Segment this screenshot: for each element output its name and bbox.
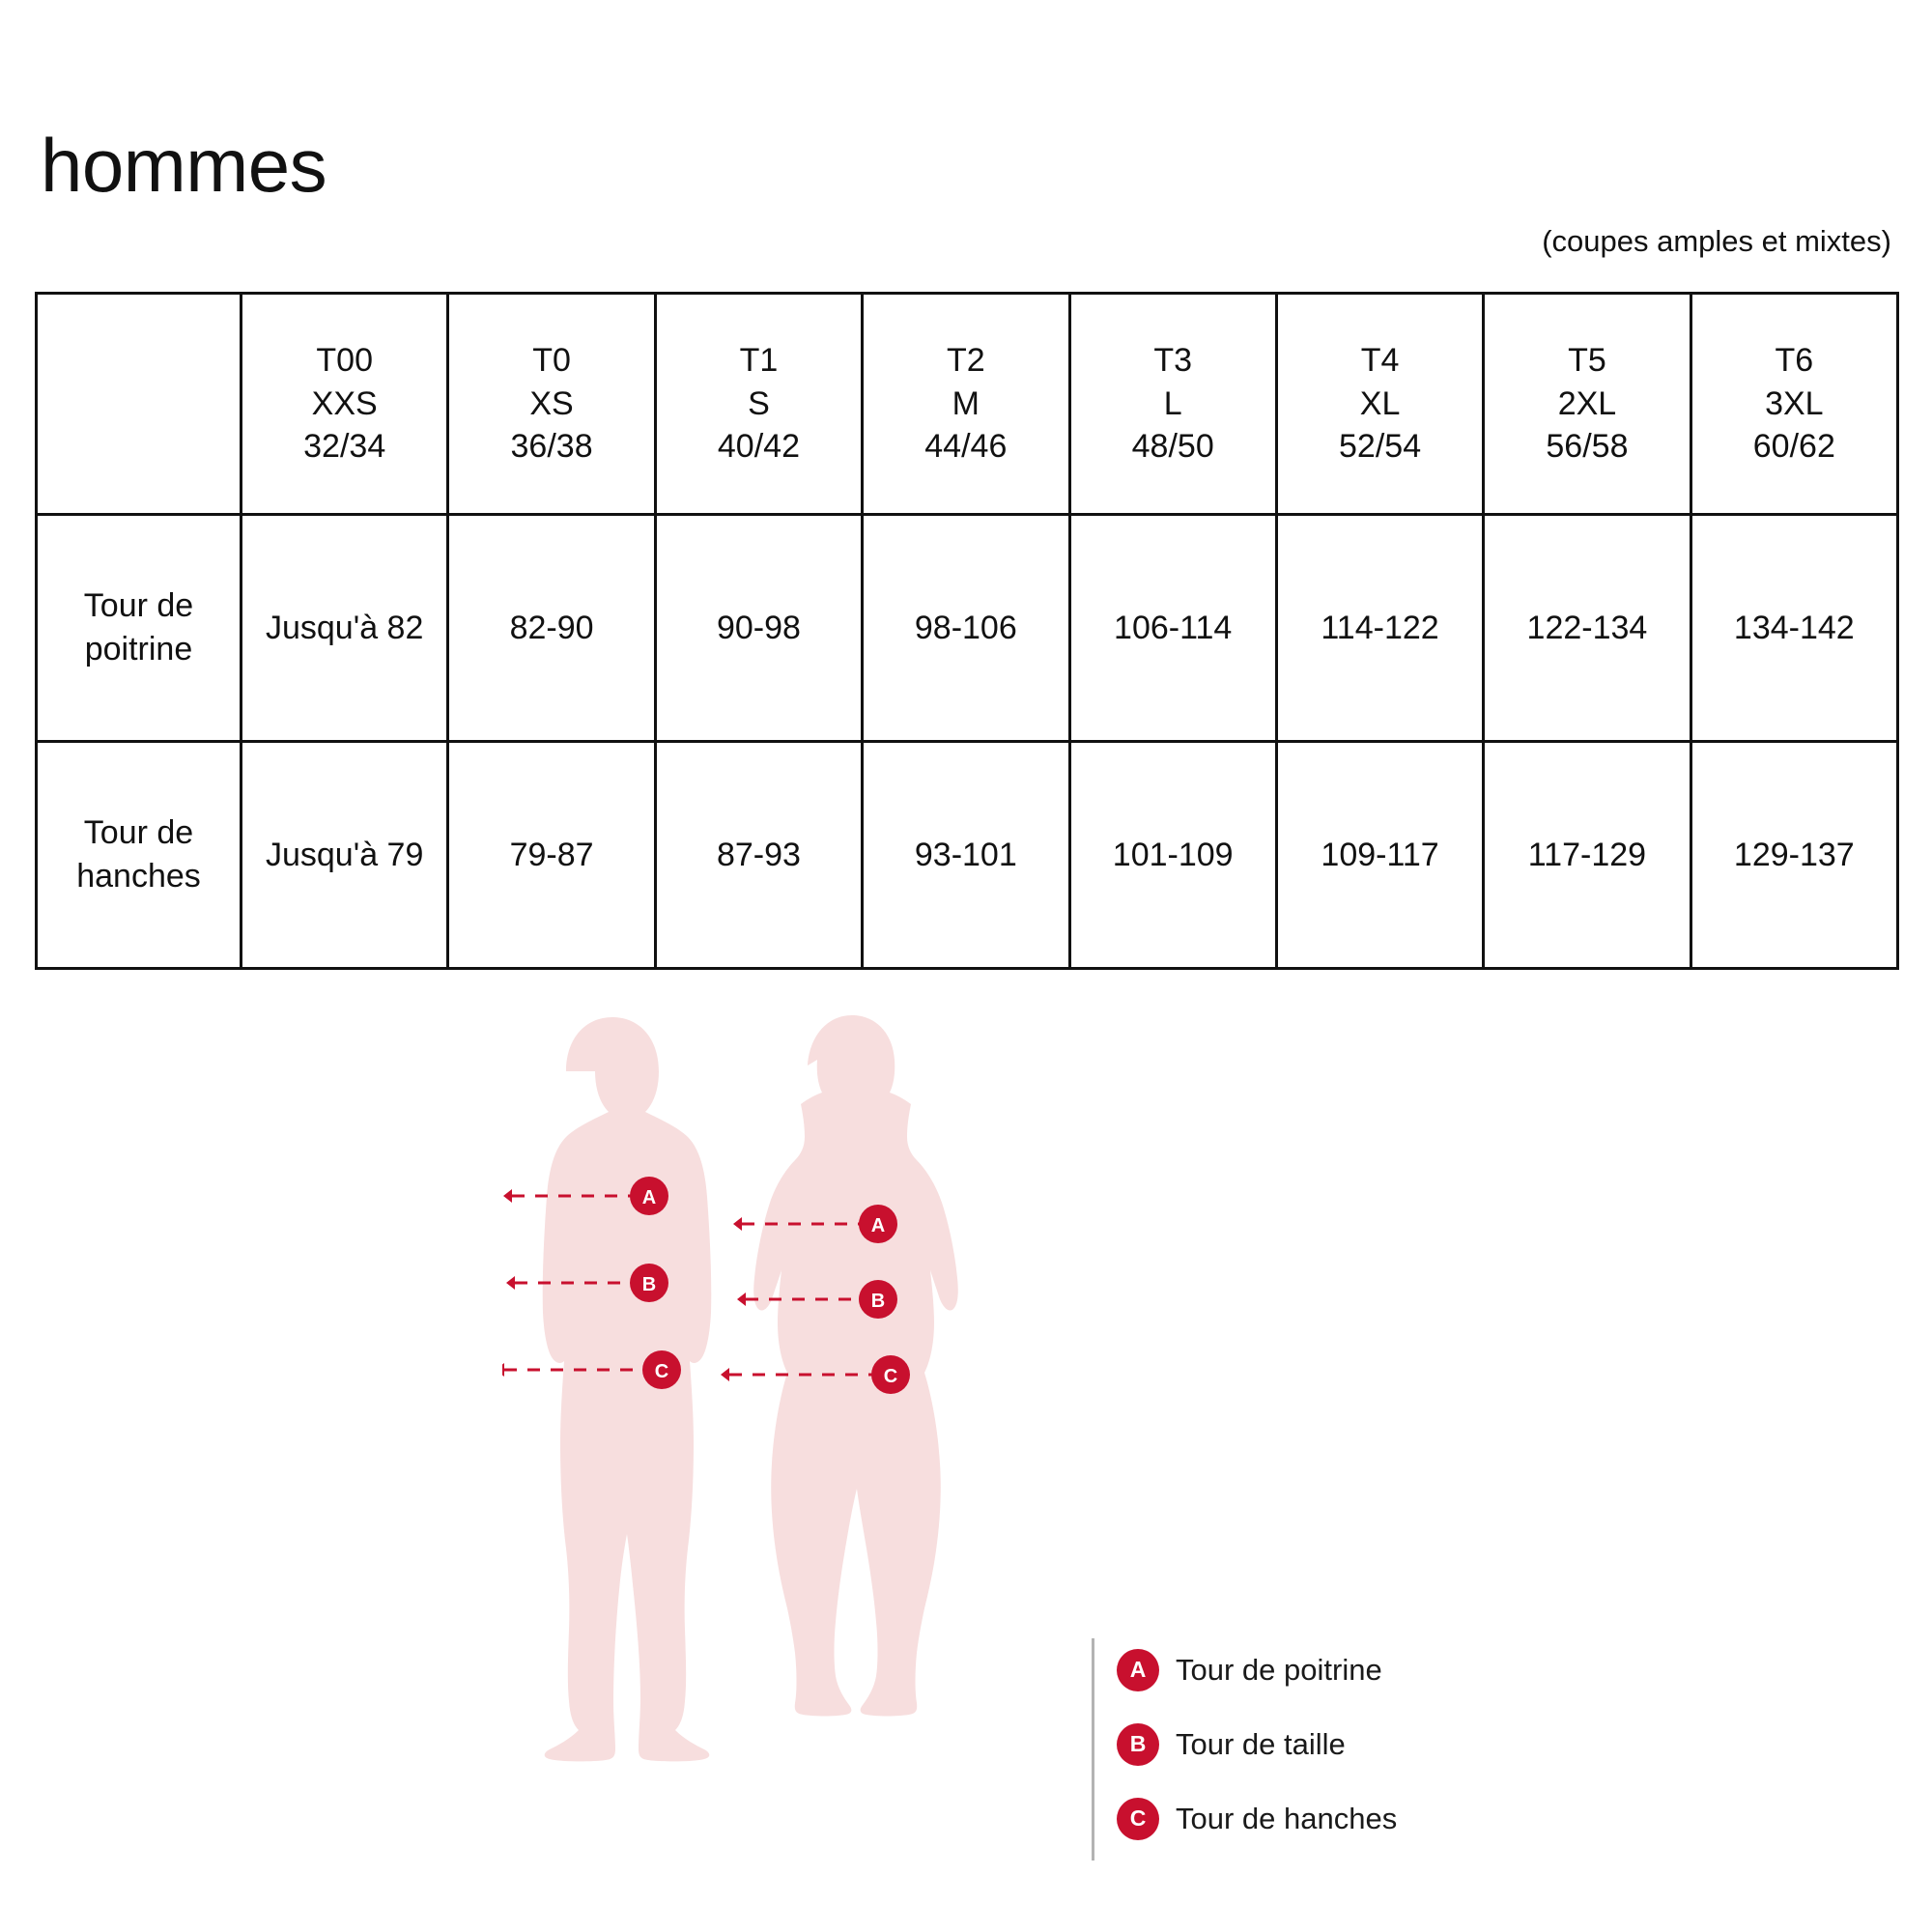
column-numeric: 32/34 [303, 428, 386, 466]
table-column-header [1484, 294, 1690, 515]
column-numeric: 36/38 [510, 428, 593, 466]
male-marker-b [630, 1264, 668, 1302]
table-cell: Jusqu'à 79 [242, 742, 448, 969]
marker-label-c: C [654, 1361, 669, 1382]
column-numeric: 52/54 [1339, 428, 1422, 466]
table-cell: Jusqu'à 82 [242, 515, 448, 742]
column-code: T2 [946, 341, 985, 379]
table-cell: 114-122 [1276, 515, 1483, 742]
legend-label-b: Tour de taille [1176, 1726, 1346, 1761]
female-silhouette [753, 1015, 958, 1717]
silhouettes-svg [502, 1009, 1043, 1879]
table-column-header [1690, 294, 1897, 515]
table-cell: 90-98 [655, 515, 862, 742]
legend-item-chest [1092, 1633, 1497, 1707]
column-code: T6 [1775, 341, 1814, 379]
table-cell: 101-109 [1069, 742, 1276, 969]
table-cell: 82-90 [448, 515, 655, 742]
marker-label-a: A [641, 1187, 657, 1208]
column-numeric: 40/42 [717, 428, 800, 466]
row-label: Tour de poitrine [37, 515, 242, 742]
measurement-diagram [502, 1009, 1043, 1879]
legend-label-c: Tour de hanches [1176, 1801, 1398, 1835]
column-numeric: 60/62 [1752, 428, 1835, 466]
marker-label-a: A [870, 1215, 886, 1236]
marker-label-b: B [641, 1274, 657, 1295]
legend-label-a: Tour de poitrine [1176, 1652, 1382, 1687]
male-marker-c [642, 1350, 681, 1389]
column-code: T0 [532, 341, 571, 379]
table-cell: 106-114 [1069, 515, 1276, 742]
column-code: T00 [316, 341, 373, 379]
column-numeric: 48/50 [1131, 428, 1214, 466]
female-marker-b [859, 1280, 897, 1319]
table-cell: 98-106 [863, 515, 1069, 742]
table-row [37, 515, 1898, 742]
table-corner-cell [37, 294, 242, 515]
column-letter: XXS [311, 384, 378, 422]
column-code: T3 [1153, 341, 1193, 379]
column-letter: XS [529, 384, 574, 422]
table-cell: 87-93 [655, 742, 862, 969]
table-cell: 117-129 [1484, 742, 1690, 969]
legend-item-waist [1092, 1707, 1497, 1781]
page-title: hommes [41, 123, 327, 208]
male-marker-a [630, 1177, 668, 1215]
table-cell: 109-117 [1276, 742, 1483, 969]
table-cell: 93-101 [863, 742, 1069, 969]
legend-badge-c: C [1117, 1798, 1159, 1840]
table-column-header [863, 294, 1069, 515]
column-code: T4 [1360, 341, 1400, 379]
female-marker-c [871, 1355, 910, 1394]
table-column-header [1069, 294, 1276, 515]
column-letter: L [1163, 384, 1182, 422]
row-label: Tour de hanches [37, 742, 242, 969]
male-measure-arrowheads [502, 1189, 515, 1377]
table-cell: 122-134 [1484, 515, 1690, 742]
table-header-row [37, 294, 1898, 515]
legend-item-hips [1092, 1781, 1497, 1856]
size-table-container [35, 292, 1899, 970]
female-marker-a [859, 1205, 897, 1243]
male-silhouette [543, 1017, 712, 1761]
page-subtitle: (coupes amples et mixtes) [1542, 224, 1891, 258]
table-cell: 79-87 [448, 742, 655, 969]
column-code: T1 [739, 341, 779, 379]
column-letter: 2XL [1557, 384, 1617, 422]
table-column-header [242, 294, 448, 515]
table-row [37, 742, 1898, 969]
size-table [35, 292, 1899, 970]
female-measure-arrowheads [721, 1217, 746, 1381]
marker-label-b: B [870, 1291, 886, 1312]
table-cell: 129-137 [1690, 742, 1897, 969]
column-numeric: 44/46 [924, 428, 1008, 466]
column-letter: 3XL [1765, 384, 1824, 422]
table-cell: 134-142 [1690, 515, 1897, 742]
legend-badge-b: B [1117, 1723, 1159, 1766]
table-column-header [655, 294, 862, 515]
legend-badge-a: A [1117, 1649, 1159, 1691]
column-code: T5 [1568, 341, 1606, 379]
column-letter: M [952, 384, 980, 422]
marker-label-c: C [883, 1366, 898, 1387]
column-letter: XL [1359, 384, 1401, 422]
table-column-header [448, 294, 655, 515]
table-column-header [1276, 294, 1483, 515]
column-numeric: 56/58 [1546, 428, 1629, 466]
legend-divider [1092, 1638, 1094, 1861]
column-letter: S [748, 384, 770, 422]
diagram-legend [1092, 1633, 1497, 1856]
